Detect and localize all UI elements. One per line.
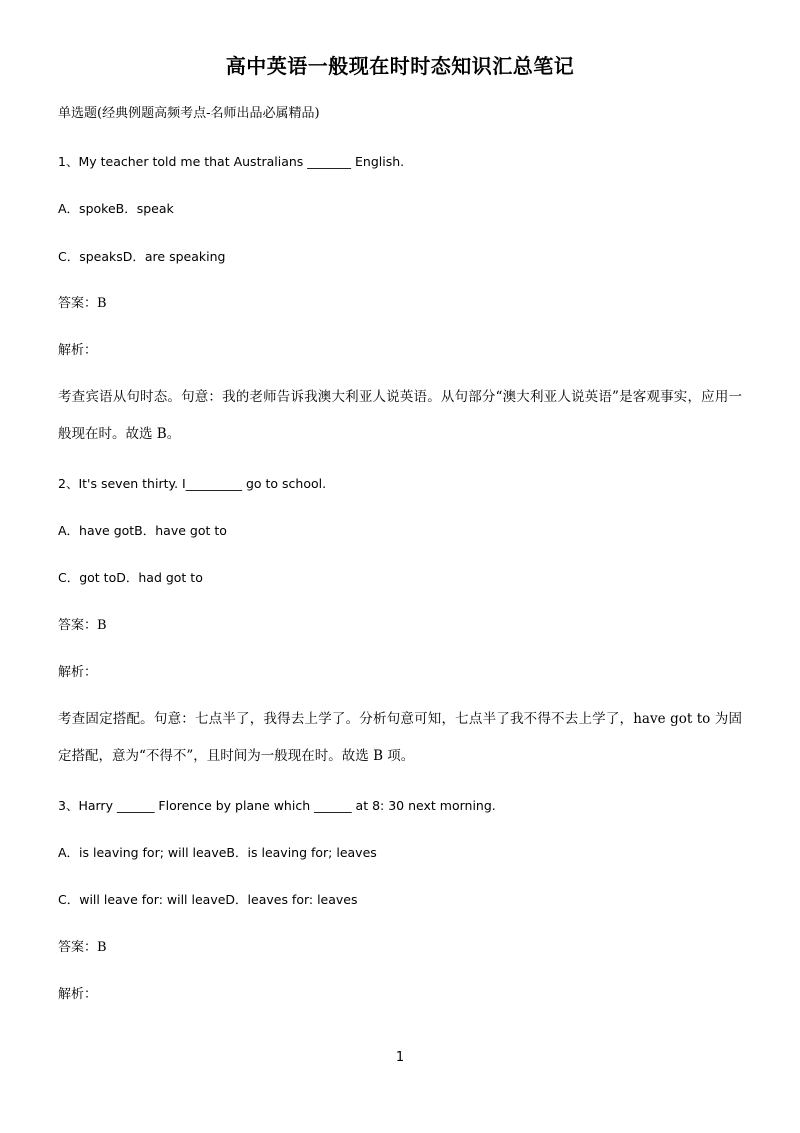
question-1-analysis: 考查宾语从句时态。句意：我的老师告诉我澳大利亚人说英语。从句部分“澳大利亚人说英语”是客观事实，应用一般现在时。故选 B。 [58, 389, 742, 442]
section-heading: 单选题(经典例题高频考点-名师出品必属精品) [58, 106, 320, 121]
question-1-answer: 答案：B [58, 296, 107, 311]
question-3-analysis-label: 解析： [58, 987, 98, 1002]
question-2: 2、It's seven thirty. I_________ go to school. [58, 476, 327, 491]
question-1-analysis-label: 解析： [58, 343, 98, 358]
question-1: 1、My teacher told me that Australians _______ English. [58, 154, 405, 169]
question-1-options-ab: A．spokeB．speak [58, 201, 174, 216]
question-2-answer: 答案：B [58, 618, 107, 633]
page-number: 1 [395, 1050, 405, 1065]
question-2-options-cd: C．got toD．had got to [58, 570, 203, 585]
question-3-options-cd: C．will leave for: will leaveD．leaves for: leaves [58, 892, 358, 907]
question-1-options-cd: C．speaksD．are speaking [58, 249, 226, 264]
question-3-options-ab: A．is leaving for; will leaveB．is leaving for; leaves [58, 845, 377, 860]
question-2-analysis: 考查固定搭配。句意：七点半了，我得去上学了。分析句意可知，七点半了我不得不去上学了，have got to 为固定搭配，意为“不得不”，且时间为一般现在时。故选 B 项。 [58, 711, 742, 764]
question-3-answer: 答案：B [58, 940, 107, 955]
question-2-options-ab: A．have gotB．have got to [58, 523, 227, 538]
question-2-analysis-label: 解析： [58, 665, 98, 680]
question-3: 3、Harry ______ Florence by plane which ______ at 8: 30 next morning. [58, 798, 496, 813]
page-title: 高中英语一般现在时时态知识汇总笔记 [225, 54, 575, 78]
